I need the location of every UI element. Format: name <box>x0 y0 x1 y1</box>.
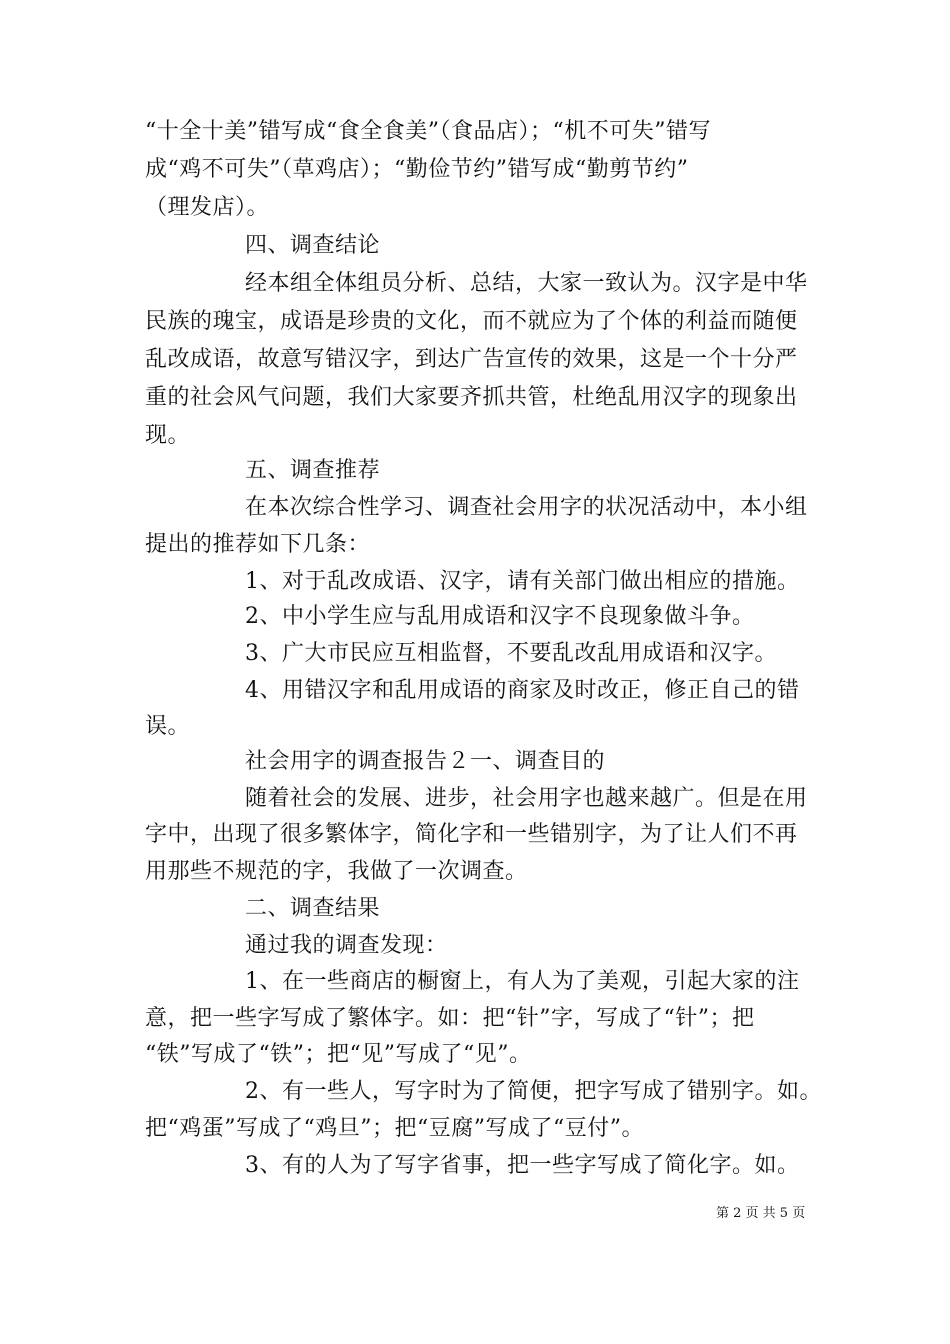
text-line: “十全十美”错写成“食全食美”（食品店）；“机不可失”错写 <box>145 119 711 144</box>
list-item: 4、用错汉字和乱用成语的商家及时改正，修正自己的错 <box>245 678 800 703</box>
list-item: 3、有的人为了写字省事，把一些字写成了简化字。如。 <box>245 1153 800 1178</box>
text-line: 成“鸡不可失”（草鸡店）；“勤俭节约”错写成“勤剪节约” <box>145 157 689 182</box>
section-heading: 四、调查结论 <box>245 233 381 258</box>
text-line: 通过我的调查发现： <box>245 933 448 958</box>
text-line: 经本组全体组员分析、总结，大家一致认为。汉字是中华 <box>245 271 808 296</box>
text-line: 重的社会风气问题，我们大家要齐抓共管，杜绝乱用汉字的现象出 <box>145 385 798 410</box>
text-line: 在本次综合性学习、调查社会用字的状况活动中，本小组 <box>245 495 808 520</box>
text-line: 字中，出现了很多繁体字，简化字和一些错别字，为了让人们不再 <box>145 822 798 847</box>
text-line: 意，把一些字写成了繁体字。如：把“针”字，写成了“针”；把 <box>145 1006 755 1031</box>
text-line: 民族的瑰宝，成语是珍贵的文化，而不就应为了个体的利益而随便 <box>145 309 798 334</box>
section-heading: 社会用字的调查报告２一、调查目的 <box>245 749 606 774</box>
list-item: 2、有一些人，写字时为了简便，把字写成了错别字。如。 <box>245 1079 822 1104</box>
page-number: 第 2 页 共 5 页 <box>716 1206 806 1221</box>
text-line: 乱改成语，故意写错汉字，到达广告宣传的效果，这是一个十分严 <box>145 347 798 372</box>
list-item: 3、广大市民应互相监督，不要乱改乱用成语和汉字。 <box>245 641 777 666</box>
list-item: 1、对于乱改成语、汉字，请有关部门做出相应的措施。 <box>245 569 800 594</box>
list-item: 2、中小学生应与乱用成语和汉字不良现象做斗争。 <box>245 604 755 629</box>
section-heading: 二、调查结果 <box>245 896 381 921</box>
text-line: 用那些不规范的字，我做了一次调查。 <box>145 859 528 884</box>
list-item: 1、在一些商店的橱窗上，有人为了美观，引起大家的注 <box>245 969 800 994</box>
section-heading: 五、调查推荐 <box>245 458 381 483</box>
text-line: 随着社会的发展、进步，社会用字也越来越广。但是在用 <box>245 786 808 811</box>
text-line: （理发店）。 <box>145 195 270 220</box>
text-line: “铁”写成了“铁”；把“见”写成了“见”。 <box>145 1042 532 1067</box>
text-line: 把“鸡蛋”写成了“鸡旦”；把“豆腐”写成了“豆付”。 <box>145 1116 644 1141</box>
text-line: 提出的推荐如下几条： <box>145 532 371 557</box>
text-line: 现。 <box>145 423 191 448</box>
text-line: 误。 <box>145 714 191 739</box>
